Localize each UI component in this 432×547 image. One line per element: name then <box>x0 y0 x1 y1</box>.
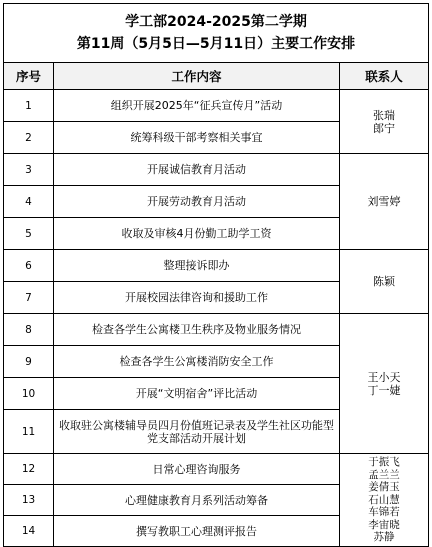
row-number: 10 <box>4 378 54 410</box>
contact-name: 陈颖 <box>373 275 395 288</box>
contact-name: 刘雪婷 <box>367 195 401 208</box>
task-cell: 开展“文明宿舍”评比活动 <box>54 378 340 410</box>
schedule-table <box>3 3 429 547</box>
schedule-sheet <box>3 3 428 544</box>
document-title <box>4 4 429 63</box>
contact-name: 李宙晓 <box>368 518 400 531</box>
task-cell: 撰写教职工心理测评报告 <box>54 516 340 547</box>
header-num: 序号 <box>4 63 54 90</box>
task-cell: 开展诚信教育月活动 <box>54 154 340 186</box>
row-number: 12 <box>4 454 54 485</box>
contact-name: 石山慧 <box>368 493 400 506</box>
contact-cell <box>340 314 429 454</box>
header-task: 工作内容 <box>54 63 340 90</box>
task-cell: 收取驻公寓楼辅导员四月份值班记录表及学生社区功能型党支部活动开展计划 <box>54 410 340 454</box>
row-number: 14 <box>4 516 54 547</box>
row-number: 9 <box>4 346 54 378</box>
task-cell: 收取及审核4月份勤工助学工资 <box>54 218 340 250</box>
contact-cell <box>340 154 429 250</box>
row-number: 6 <box>4 250 54 282</box>
task-cell: 开展校园法律咨询和援助工作 <box>54 282 340 314</box>
task-cell: 组织开展2025年“征兵宣传月”活动 <box>54 90 340 122</box>
task-cell: 日常心理咨询服务 <box>54 454 340 485</box>
contact-name: 孟兰兰 <box>368 468 400 481</box>
contact-name: 郎宁 <box>373 121 395 135</box>
table-row <box>4 250 429 282</box>
table-row <box>4 314 429 346</box>
row-number: 13 <box>4 485 54 516</box>
contact-name: 苏静 <box>373 531 395 544</box>
task-cell: 检查各学生公寓楼卫生秩序及物业服务情况 <box>54 314 340 346</box>
header-row <box>4 63 429 90</box>
contact-cell <box>340 90 429 154</box>
contact-name: 王小天 <box>367 370 401 384</box>
row-number: 2 <box>4 122 54 154</box>
contact-name: 于振飞 <box>368 456 400 469</box>
task-cell: 心理健康教育月系列活动筹备 <box>54 485 340 516</box>
contact-name: 车锦若 <box>368 506 400 519</box>
contact-cell <box>340 250 429 314</box>
row-number: 3 <box>4 154 54 186</box>
contact-cell <box>340 454 429 547</box>
row-number: 8 <box>4 314 54 346</box>
table-row <box>4 154 429 186</box>
row-number: 5 <box>4 218 54 250</box>
task-cell: 检查各学生公寓楼消防安全工作 <box>54 346 340 378</box>
row-number: 1 <box>4 90 54 122</box>
contact-name: 姜倩玉 <box>368 481 400 494</box>
table-row <box>4 90 429 122</box>
contact-name: 张瑞 <box>373 108 395 122</box>
row-number: 4 <box>4 186 54 218</box>
title-row <box>4 4 429 63</box>
header-contact: 联系人 <box>340 63 429 90</box>
title-line-1: 学工部2024-2025第二学期 <box>125 14 307 30</box>
task-cell: 整理接诉即办 <box>54 250 340 282</box>
row-number: 11 <box>4 410 54 454</box>
title-line-2: 第11周（5月5日—5月11日）主要工作安排 <box>76 36 356 52</box>
table-row <box>4 454 429 485</box>
task-cell: 开展劳动教育月活动 <box>54 186 340 218</box>
contact-name: 丁一婕 <box>367 383 401 397</box>
task-cell: 统筹科级干部考察相关事宜 <box>54 122 340 154</box>
row-number: 7 <box>4 282 54 314</box>
